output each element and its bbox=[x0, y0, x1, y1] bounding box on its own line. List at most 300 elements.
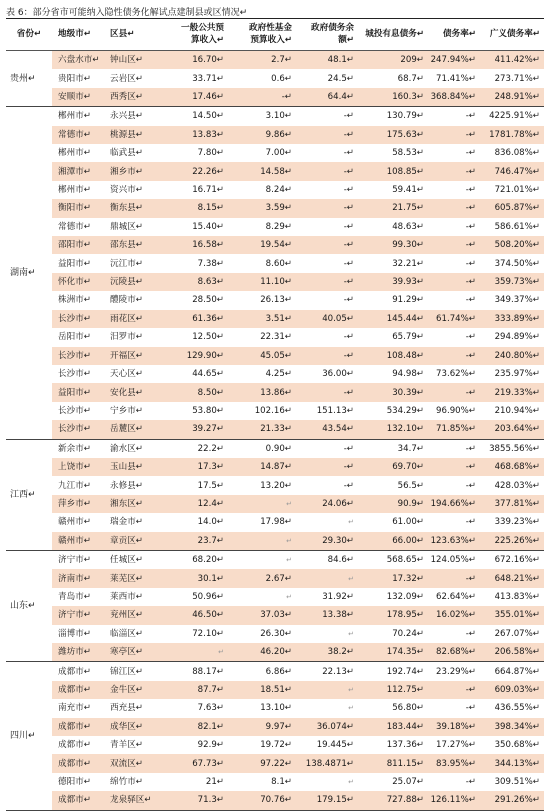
general-revenue-cell bbox=[160, 643, 228, 662]
city-cell: 九江市↵ bbox=[52, 476, 104, 494]
debt-ratio-cell: 71.41%↵ bbox=[428, 69, 480, 87]
government-debt-cell: -↵ bbox=[296, 291, 358, 309]
debt-ratio-cell: -↵ bbox=[428, 126, 480, 144]
general-revenue-cell: 8.63↵ bbox=[160, 273, 228, 291]
lgfv-debt-cell: 94.98↵ bbox=[358, 365, 428, 383]
debt-ratio-cell: -↵ bbox=[428, 181, 480, 199]
government-debt-cell: -↵ bbox=[296, 218, 358, 236]
broad-debt-ratio-cell: 359.73%↵ bbox=[480, 273, 544, 291]
lgfv-debt-cell: 30.39↵ bbox=[358, 383, 428, 401]
table-row bbox=[6, 144, 544, 162]
general-revenue-cell: 129.90↵ bbox=[160, 347, 228, 365]
debt-ratio-cell: -↵ bbox=[428, 107, 480, 126]
broad-debt-ratio-cell: 349.37%↵ bbox=[480, 291, 544, 309]
fund-revenue-cell: 7.00↵ bbox=[228, 144, 296, 162]
government-debt-cell: -↵ bbox=[296, 254, 358, 272]
county-cell: 莱芜区↵ bbox=[104, 569, 160, 587]
broad-debt-ratio-cell: 1781.78%↵ bbox=[480, 126, 544, 144]
city-cell: 湘潭市↵ bbox=[52, 162, 104, 180]
government-debt-cell: -↵ bbox=[296, 439, 358, 458]
lgfv-debt-cell: 108.85↵ bbox=[358, 162, 428, 180]
province-cell: 山东↵ bbox=[6, 550, 52, 661]
general-revenue-cell: 53.80↵ bbox=[160, 402, 228, 420]
fund-revenue-cell: 102.16↵ bbox=[228, 402, 296, 420]
empty-marker: ↵ bbox=[286, 536, 292, 545]
province-cell: 江西↵ bbox=[6, 439, 52, 550]
city-cell: 德阳市↵ bbox=[52, 773, 104, 791]
broad-debt-ratio-cell: 428.03%↵ bbox=[480, 476, 544, 494]
lgfv-debt-cell: 811.15↵ bbox=[358, 754, 428, 772]
general-revenue-cell: 72.10↵ bbox=[160, 625, 228, 643]
broad-debt-ratio-cell: 374.50%↵ bbox=[480, 254, 544, 272]
government-debt-cell bbox=[296, 513, 358, 531]
table-row bbox=[6, 181, 544, 199]
debt-ratio-cell: 124.05%↵ bbox=[428, 550, 480, 569]
table-row bbox=[6, 310, 544, 328]
government-debt-cell: 179.15↵ bbox=[296, 791, 358, 810]
broad-debt-ratio-cell: 355.01%↵ bbox=[480, 606, 544, 624]
province-cell: 四川↵ bbox=[6, 662, 52, 810]
city-cell: 邵阳市↵ bbox=[52, 236, 104, 254]
city-cell: 怀化市↵ bbox=[52, 273, 104, 291]
fund-revenue-cell: 11.10↵ bbox=[228, 273, 296, 291]
general-revenue-cell: 15.40↵ bbox=[160, 218, 228, 236]
debt-ratio-cell: -↵ bbox=[428, 699, 480, 717]
county-cell: 任城区↵ bbox=[104, 550, 160, 569]
table-row bbox=[6, 51, 544, 70]
table-row bbox=[6, 495, 544, 513]
debt-ratio-cell: 82.68%↵ bbox=[428, 643, 480, 662]
broad-debt-ratio-cell: 411.42%↵ bbox=[480, 51, 544, 70]
fund-revenue-cell bbox=[228, 588, 296, 606]
lgfv-debt-cell: 145.44↵ bbox=[358, 310, 428, 328]
general-revenue-cell: 92.9↵ bbox=[160, 736, 228, 754]
county-cell: 天心区↵ bbox=[104, 365, 160, 383]
government-debt-cell: -↵ bbox=[296, 273, 358, 291]
lgfv-debt-cell: 91.29↵ bbox=[358, 291, 428, 309]
fund-revenue-cell: 9.97↵ bbox=[228, 718, 296, 736]
general-revenue-cell: 88.17↵ bbox=[160, 662, 228, 681]
broad-debt-ratio-cell: 210.94%↵ bbox=[480, 402, 544, 420]
broad-debt-ratio-cell: 248.91%↵ bbox=[480, 88, 544, 107]
broad-debt-ratio-cell: 721.01%↵ bbox=[480, 181, 544, 199]
county-cell: 湘东区↵ bbox=[104, 495, 160, 513]
debt-ratio-cell: -↵ bbox=[428, 328, 480, 346]
fund-revenue-cell bbox=[228, 495, 296, 513]
table-row bbox=[6, 681, 544, 699]
debt-ratio-cell: 123.63%↵ bbox=[428, 532, 480, 551]
debt-ratio-cell: 83.95%↵ bbox=[428, 754, 480, 772]
table-row bbox=[6, 88, 544, 107]
debt-ratio-cell: -↵ bbox=[428, 773, 480, 791]
broad-debt-ratio-cell: 413.83%↵ bbox=[480, 588, 544, 606]
debt-ratio-cell: 247.94%↵ bbox=[428, 51, 480, 70]
general-revenue-cell: 13.83↵ bbox=[160, 126, 228, 144]
header-city: 地级市↵ bbox=[52, 19, 104, 51]
broad-debt-ratio-cell: 377.81%↵ bbox=[480, 495, 544, 513]
table-row bbox=[6, 420, 544, 439]
debt-ratio-cell: 61.74%↵ bbox=[428, 310, 480, 328]
debt-ratio-cell: 16.02%↵ bbox=[428, 606, 480, 624]
lgfv-debt-cell: 70.24↵ bbox=[358, 625, 428, 643]
government-debt-cell: -↵ bbox=[296, 383, 358, 401]
empty-marker: ↵ bbox=[348, 704, 354, 713]
table-row bbox=[6, 643, 544, 662]
debt-ratio-cell: -↵ bbox=[428, 347, 480, 365]
county-cell: 沅江市↵ bbox=[104, 254, 160, 272]
county-cell: 鼎城区↵ bbox=[104, 218, 160, 236]
table-row bbox=[6, 736, 544, 754]
general-revenue-cell: 17.5↵ bbox=[160, 476, 228, 494]
county-cell: 云岩区↵ bbox=[104, 69, 160, 87]
general-revenue-cell: 87.7↵ bbox=[160, 681, 228, 699]
table-row bbox=[6, 625, 544, 643]
fund-revenue-cell bbox=[228, 532, 296, 551]
table-row bbox=[6, 199, 544, 217]
debt-ratio-cell: 96.90%↵ bbox=[428, 402, 480, 420]
government-debt-cell: -↵ bbox=[296, 126, 358, 144]
city-cell: 长沙市↵ bbox=[52, 347, 104, 365]
broad-debt-ratio-cell: 586.61%↵ bbox=[480, 218, 544, 236]
general-revenue-cell: 23.7↵ bbox=[160, 532, 228, 551]
lgfv-debt-cell: 58.53↵ bbox=[358, 144, 428, 162]
general-revenue-cell: 17.3↵ bbox=[160, 458, 228, 476]
table-row bbox=[6, 107, 544, 126]
general-revenue-cell: 30.1↵ bbox=[160, 569, 228, 587]
county-cell: 渝水区↵ bbox=[104, 439, 160, 458]
broad-debt-ratio-cell: 273.71%↵ bbox=[480, 69, 544, 87]
government-debt-cell: -↵ bbox=[296, 476, 358, 494]
broad-debt-ratio-cell: 836.08%↵ bbox=[480, 144, 544, 162]
city-cell: 赣州市↵ bbox=[52, 513, 104, 531]
fund-revenue-cell: 14.87↵ bbox=[228, 458, 296, 476]
general-revenue-cell: 28.50↵ bbox=[160, 291, 228, 309]
table-row bbox=[6, 699, 544, 717]
header-government-debt: 政府债务余 额↵ bbox=[296, 19, 358, 51]
empty-marker: ↵ bbox=[286, 556, 292, 565]
debt-table bbox=[6, 18, 544, 811]
empty-marker: ↵ bbox=[348, 629, 354, 638]
county-cell: 安化县↵ bbox=[104, 383, 160, 401]
fund-revenue-cell: 8.29↵ bbox=[228, 218, 296, 236]
lgfv-debt-cell: 21.75↵ bbox=[358, 199, 428, 217]
broad-debt-ratio-cell: 664.87%↵ bbox=[480, 662, 544, 681]
broad-debt-ratio-cell: 203.64%↵ bbox=[480, 420, 544, 439]
county-cell: 金牛区↵ bbox=[104, 681, 160, 699]
header-lgfv-debt: 城投有息债务↵ bbox=[358, 19, 428, 51]
lgfv-debt-cell: 192.74↵ bbox=[358, 662, 428, 681]
general-revenue-cell: 22.26↵ bbox=[160, 162, 228, 180]
fund-revenue-cell: 2.67↵ bbox=[228, 569, 296, 587]
government-debt-cell: -↵ bbox=[296, 144, 358, 162]
debt-ratio-cell: -↵ bbox=[428, 513, 480, 531]
broad-debt-ratio-cell: 344.13%↵ bbox=[480, 754, 544, 772]
county-cell: 资兴市↵ bbox=[104, 181, 160, 199]
city-cell: 济南市↵ bbox=[52, 569, 104, 587]
table-row bbox=[6, 458, 544, 476]
lgfv-debt-cell: 66.00↵ bbox=[358, 532, 428, 551]
general-revenue-cell: 61.36↵ bbox=[160, 310, 228, 328]
broad-debt-ratio-cell: 398.34%↵ bbox=[480, 718, 544, 736]
lgfv-debt-cell: 99.30↵ bbox=[358, 236, 428, 254]
broad-debt-ratio-cell: 609.03%↵ bbox=[480, 681, 544, 699]
city-cell: 郴州市↵ bbox=[52, 107, 104, 126]
government-debt-cell: -↵ bbox=[296, 347, 358, 365]
fund-revenue-cell: 17.98↵ bbox=[228, 513, 296, 531]
empty-marker: ↵ bbox=[218, 648, 224, 657]
county-cell: 雨花区↵ bbox=[104, 310, 160, 328]
debt-ratio-cell: -↵ bbox=[428, 681, 480, 699]
fund-revenue-cell: 97.22↵ bbox=[228, 754, 296, 772]
lgfv-debt-cell: 160.3↵ bbox=[358, 88, 428, 107]
county-cell: 成华区↵ bbox=[104, 718, 160, 736]
general-revenue-cell: 50.96↵ bbox=[160, 588, 228, 606]
table-row bbox=[6, 254, 544, 272]
general-revenue-cell: 14.0↵ bbox=[160, 513, 228, 531]
table-row bbox=[6, 383, 544, 401]
government-debt-cell: -↵ bbox=[296, 181, 358, 199]
fund-revenue-cell: 19.72↵ bbox=[228, 736, 296, 754]
broad-debt-ratio-cell: 225.26%↵ bbox=[480, 532, 544, 551]
fund-revenue-cell: 3.10↵ bbox=[228, 107, 296, 126]
fund-revenue-cell: 6.86↵ bbox=[228, 662, 296, 681]
debt-ratio-cell: -↵ bbox=[428, 218, 480, 236]
city-cell: 成都市↵ bbox=[52, 662, 104, 681]
fund-revenue-cell: 9.86↵ bbox=[228, 126, 296, 144]
general-revenue-cell: 71.3↵ bbox=[160, 791, 228, 810]
fund-revenue-cell: 14.58↵ bbox=[228, 162, 296, 180]
fund-revenue-cell: 8.60↵ bbox=[228, 254, 296, 272]
lgfv-debt-cell: 108.48↵ bbox=[358, 347, 428, 365]
county-cell: 永修县↵ bbox=[104, 476, 160, 494]
city-cell: 株洲市↵ bbox=[52, 291, 104, 309]
city-cell: 长沙市↵ bbox=[52, 420, 104, 439]
debt-ratio-cell: -↵ bbox=[428, 625, 480, 643]
table-row bbox=[6, 606, 544, 624]
city-cell: 岳阳市↵ bbox=[52, 328, 104, 346]
county-cell: 西秀区↵ bbox=[104, 88, 160, 107]
header-broad-debt-ratio: 广义债务率↵ bbox=[480, 19, 544, 51]
table-row bbox=[6, 754, 544, 772]
table-row bbox=[6, 126, 544, 144]
table-row bbox=[6, 718, 544, 736]
general-revenue-cell: 39.27↵ bbox=[160, 420, 228, 439]
lgfv-debt-cell: 61.00↵ bbox=[358, 513, 428, 531]
empty-marker: ↵ bbox=[286, 592, 292, 601]
county-cell: 永兴县↵ bbox=[104, 107, 160, 126]
province-cell: 湖南↵ bbox=[6, 107, 52, 439]
debt-ratio-cell: 73.62%↵ bbox=[428, 365, 480, 383]
broad-debt-ratio-cell: 4225.91%↵ bbox=[480, 107, 544, 126]
broad-debt-ratio-cell: 436.55%↵ bbox=[480, 699, 544, 717]
debt-ratio-cell: 126.11%↵ bbox=[428, 791, 480, 810]
broad-debt-ratio-cell: 350.68%↵ bbox=[480, 736, 544, 754]
empty-marker: ↵ bbox=[348, 686, 354, 695]
broad-debt-ratio-cell: 672.16%↵ bbox=[480, 550, 544, 569]
broad-debt-ratio-cell: 333.89%↵ bbox=[480, 310, 544, 328]
table-body bbox=[6, 51, 544, 811]
fund-revenue-cell: 26.13↵ bbox=[228, 291, 296, 309]
city-cell: 成都市↵ bbox=[52, 791, 104, 810]
debt-ratio-cell: 62.64%↵ bbox=[428, 588, 480, 606]
county-cell: 龙泉驿区↵ bbox=[104, 791, 160, 810]
county-cell: 兖州区↵ bbox=[104, 606, 160, 624]
lgfv-debt-cell: 534.29↵ bbox=[358, 402, 428, 420]
city-cell: 安顺市↵ bbox=[52, 88, 104, 107]
city-cell: 南充市↵ bbox=[52, 699, 104, 717]
table-row bbox=[6, 365, 544, 383]
county-cell: 莱西市↵ bbox=[104, 588, 160, 606]
general-revenue-cell: 22.2↵ bbox=[160, 439, 228, 458]
general-revenue-cell: 67.73↵ bbox=[160, 754, 228, 772]
lgfv-debt-cell: 183.44↵ bbox=[358, 718, 428, 736]
government-debt-cell: 19.445↵ bbox=[296, 736, 358, 754]
government-debt-cell bbox=[296, 681, 358, 699]
general-revenue-cell: 7.80↵ bbox=[160, 144, 228, 162]
government-debt-cell: -↵ bbox=[296, 458, 358, 476]
debt-ratio-cell: -↵ bbox=[428, 254, 480, 272]
fund-revenue-cell: 4.25↵ bbox=[228, 365, 296, 383]
lgfv-debt-cell: 69.70↵ bbox=[358, 458, 428, 476]
fund-revenue-cell: 21.33↵ bbox=[228, 420, 296, 439]
fund-revenue-cell: 8.1↵ bbox=[228, 773, 296, 791]
city-cell: 淄博市↵ bbox=[52, 625, 104, 643]
header-county: 区县↵ bbox=[104, 19, 160, 51]
government-debt-cell: -↵ bbox=[296, 236, 358, 254]
table-row bbox=[6, 291, 544, 309]
lgfv-debt-cell: 25.07↵ bbox=[358, 773, 428, 791]
lgfv-debt-cell: 32.21↵ bbox=[358, 254, 428, 272]
city-cell: 长沙市↵ bbox=[52, 365, 104, 383]
table-row bbox=[6, 218, 544, 236]
government-debt-cell: -↵ bbox=[296, 328, 358, 346]
broad-debt-ratio-cell: 291.26%↵ bbox=[480, 791, 544, 810]
debt-ratio-cell: -↵ bbox=[428, 199, 480, 217]
county-cell: 开福区↵ bbox=[104, 347, 160, 365]
government-debt-cell: 48.1↵ bbox=[296, 51, 358, 70]
government-debt-cell bbox=[296, 699, 358, 717]
debt-ratio-cell: -↵ bbox=[428, 144, 480, 162]
county-cell: 青羊区↵ bbox=[104, 736, 160, 754]
city-cell: 成都市↵ bbox=[52, 718, 104, 736]
broad-debt-ratio-cell: 746.47%↵ bbox=[480, 162, 544, 180]
debt-ratio-cell: -↵ bbox=[428, 476, 480, 494]
broad-debt-ratio-cell: 339.23%↵ bbox=[480, 513, 544, 531]
broad-debt-ratio-cell: 294.89%↵ bbox=[480, 328, 544, 346]
fund-revenue-cell: 13.86↵ bbox=[228, 383, 296, 401]
table-row bbox=[6, 439, 544, 458]
table-row bbox=[6, 588, 544, 606]
fund-revenue-cell: 22.31↵ bbox=[228, 328, 296, 346]
debt-ratio-cell: 71.85%↵ bbox=[428, 420, 480, 439]
county-cell: 汨罗市↵ bbox=[104, 328, 160, 346]
government-debt-cell: 29.30↵ bbox=[296, 532, 358, 551]
fund-revenue-cell: 0.90↵ bbox=[228, 439, 296, 458]
city-cell: 新余市↵ bbox=[52, 439, 104, 458]
general-revenue-cell: 21↵ bbox=[160, 773, 228, 791]
government-debt-cell bbox=[296, 569, 358, 587]
header-province: 省份↵ bbox=[6, 19, 52, 51]
broad-debt-ratio-cell: 240.80%↵ bbox=[480, 347, 544, 365]
table-row bbox=[6, 513, 544, 531]
table-caption: 表 6：部分省市可能纳入隐性债务化解试点建制县或区情况↵ bbox=[6, 8, 248, 18]
broad-debt-ratio-cell: 468.68%↵ bbox=[480, 458, 544, 476]
fund-revenue-cell: 26.30↵ bbox=[228, 625, 296, 643]
city-cell: 成都市↵ bbox=[52, 754, 104, 772]
debt-ratio-cell: -↵ bbox=[428, 162, 480, 180]
county-cell: 沅陵县↵ bbox=[104, 273, 160, 291]
government-debt-cell: -↵ bbox=[296, 199, 358, 217]
fund-revenue-cell: 37.03↵ bbox=[228, 606, 296, 624]
county-cell: 衡东县↵ bbox=[104, 199, 160, 217]
government-debt-cell: 43.54↵ bbox=[296, 420, 358, 439]
lgfv-debt-cell: 568.65↵ bbox=[358, 550, 428, 569]
table-row bbox=[6, 162, 544, 180]
table-row bbox=[6, 273, 544, 291]
government-debt-cell: 36.074↵ bbox=[296, 718, 358, 736]
government-debt-cell: 36.00↵ bbox=[296, 365, 358, 383]
city-cell: 成都市↵ bbox=[52, 736, 104, 754]
city-cell: 衡阳市↵ bbox=[52, 199, 104, 217]
broad-debt-ratio-cell: 648.21%↵ bbox=[480, 569, 544, 587]
government-debt-cell: 151.13↵ bbox=[296, 402, 358, 420]
table-row bbox=[6, 532, 544, 551]
county-cell: 宁乡市↵ bbox=[104, 402, 160, 420]
general-revenue-cell: 68.20↵ bbox=[160, 550, 228, 569]
government-debt-cell: 24.06↵ bbox=[296, 495, 358, 513]
city-cell: 潍坊市↵ bbox=[52, 643, 104, 662]
lgfv-debt-cell: 39.93↵ bbox=[358, 273, 428, 291]
empty-marker: ↵ bbox=[348, 574, 354, 583]
debt-ratio-cell: -↵ bbox=[428, 291, 480, 309]
county-cell: 双流区↵ bbox=[104, 754, 160, 772]
fund-revenue-cell: 13.10↵ bbox=[228, 699, 296, 717]
county-cell: 绵竹市↵ bbox=[104, 773, 160, 791]
header-general-revenue: 一般公共预 算收入↵ bbox=[160, 19, 228, 51]
debt-ratio-cell: -↵ bbox=[428, 236, 480, 254]
lgfv-debt-cell: 132.10↵ bbox=[358, 420, 428, 439]
empty-marker: ↵ bbox=[348, 778, 354, 787]
city-cell: 益阳市↵ bbox=[52, 254, 104, 272]
fund-revenue-cell: 13.20↵ bbox=[228, 476, 296, 494]
city-cell: 郴州市↵ bbox=[52, 181, 104, 199]
empty-marker: ↵ bbox=[286, 499, 292, 508]
city-cell: 济宁市↵ bbox=[52, 550, 104, 569]
city-cell: 成都市↵ bbox=[52, 681, 104, 699]
county-cell: 西充县↵ bbox=[104, 699, 160, 717]
lgfv-debt-cell: 90.9↵ bbox=[358, 495, 428, 513]
fund-revenue-cell: 18.51↵ bbox=[228, 681, 296, 699]
fund-revenue-cell: 3.59↵ bbox=[228, 199, 296, 217]
table-row bbox=[6, 550, 544, 569]
county-cell: 临武县↵ bbox=[104, 144, 160, 162]
city-cell: 济宁市↵ bbox=[52, 606, 104, 624]
county-cell: 邵东县↵ bbox=[104, 236, 160, 254]
general-revenue-cell: 12.4↵ bbox=[160, 495, 228, 513]
general-revenue-cell: 82.1↵ bbox=[160, 718, 228, 736]
lgfv-debt-cell: 178.95↵ bbox=[358, 606, 428, 624]
county-cell: 章贡区↵ bbox=[104, 532, 160, 551]
fund-revenue-cell bbox=[228, 550, 296, 569]
lgfv-debt-cell: 56.80↵ bbox=[358, 699, 428, 717]
government-debt-cell: -↵ bbox=[296, 107, 358, 126]
lgfv-debt-cell: 132.09↵ bbox=[358, 588, 428, 606]
general-revenue-cell: 16.58↵ bbox=[160, 236, 228, 254]
header-row bbox=[6, 19, 544, 51]
city-cell: 上饶市↵ bbox=[52, 458, 104, 476]
county-cell: 瑞金市↵ bbox=[104, 513, 160, 531]
broad-debt-ratio-cell: 508.20%↵ bbox=[480, 236, 544, 254]
